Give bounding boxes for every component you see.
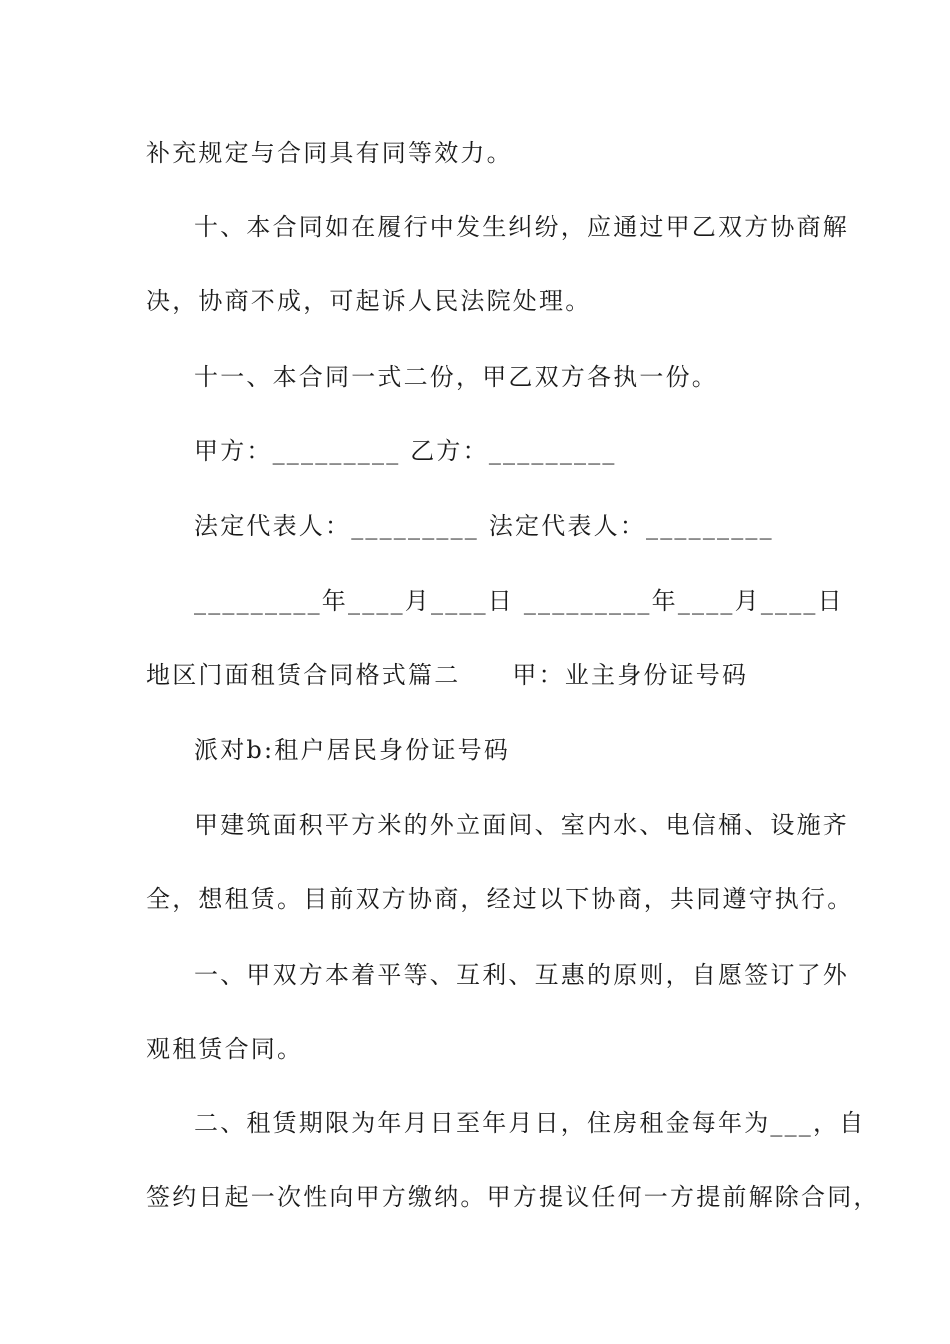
party-a-id: 甲：业主身份证号码 xyxy=(512,661,749,689)
text-line-article-10-a: 十、本合同如在履行中发生纠纷，应通过甲乙双方协商解 xyxy=(194,213,849,241)
text-line-article-2-a: 二、租赁期限为年月日至年月日，住房租金每年为___，自 xyxy=(194,1109,866,1137)
text-line-article-1-b: 观租赁合同。 xyxy=(146,1035,304,1063)
text-line-premises-b: 全，想租赁。目前双方协商，经过以下协商，共同遵守执行。 xyxy=(146,885,854,913)
text-line-dates: _________年____月____日 _________年____月____日 xyxy=(194,587,844,615)
text-line-article-11: 十一、本合同一式二份，甲乙双方各执一份。 xyxy=(194,363,718,391)
text-line-legal-representatives: 法定代表人：_________ 法定代表人：_________ xyxy=(194,512,774,540)
text-line-parties-signature: 甲方：_________ 乙方：_________ xyxy=(194,437,617,465)
text-line-section-title xyxy=(146,660,748,690)
text-line-party-b-id: 派对b:租户居民身份证号码 xyxy=(194,736,511,764)
section-title: 地区门面租赁合同格式篇二 xyxy=(146,661,461,689)
text-line-article-2-b: 签约日起一次性向甲方缴纳。甲方提议任何一方提前解除合同， xyxy=(146,1183,880,1211)
text-line-article-10-b: 决，协商不成，可起诉人民法院处理。 xyxy=(146,287,592,315)
text-line-article-1-a: 一、甲双方本着平等、互利、互惠的原则，自愿签订了外 xyxy=(194,961,849,989)
text-line-supplement: 补充规定与合同具有同等效力。 xyxy=(146,139,513,167)
text-line-premises-a: 甲建筑面积平方米的外立面间、室内水、电信桶、设施齐 xyxy=(194,811,849,839)
